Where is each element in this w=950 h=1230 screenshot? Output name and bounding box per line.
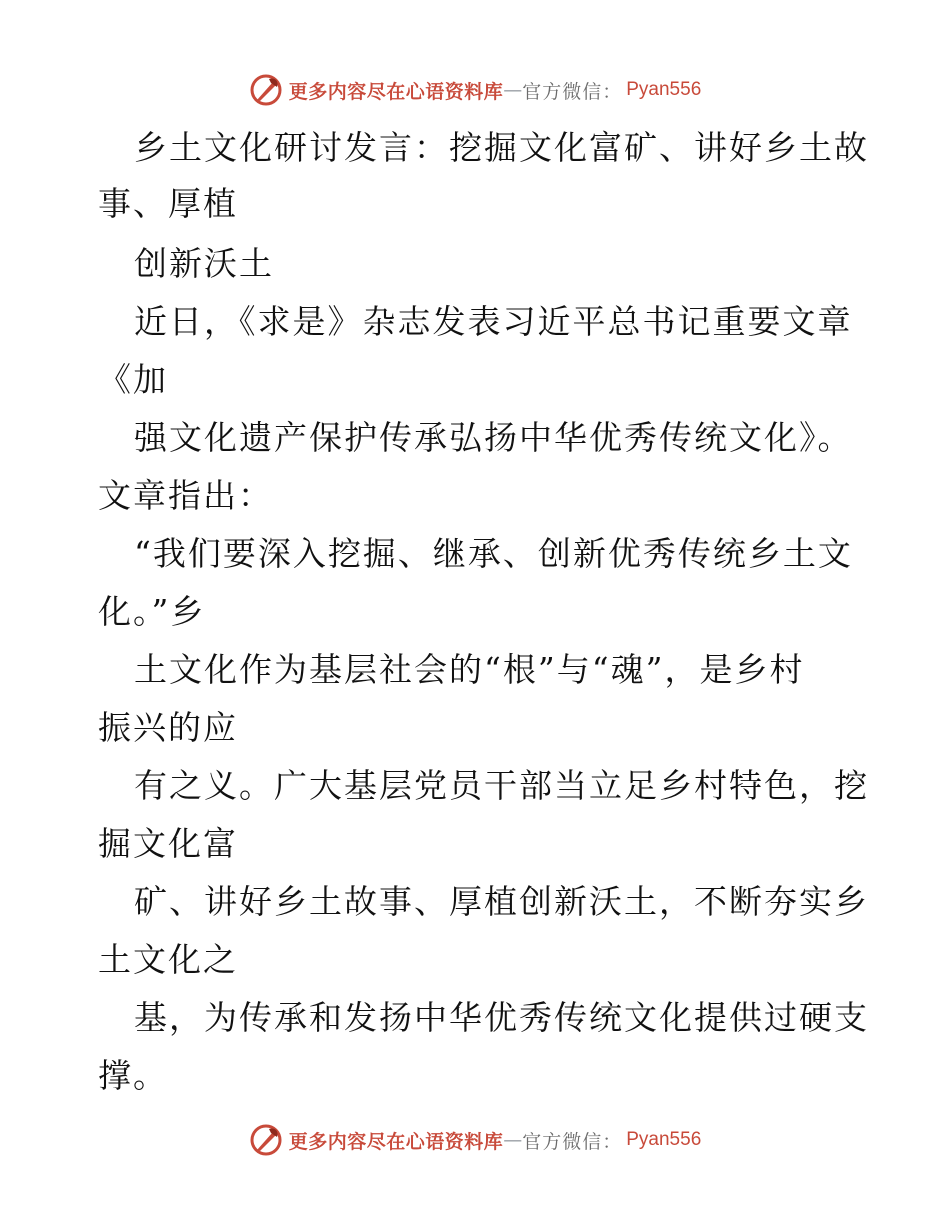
- body-line: 矿、讲好乡土故事、厚植创新沃土，不断夯实乡: [134, 882, 869, 921]
- body-line: “我们要深入挖掘、继承、创新优秀传统乡土文: [134, 534, 853, 573]
- wechat-id: Pyan556: [626, 79, 702, 100]
- body-line: 事、厚植: [98, 184, 238, 223]
- quill-pen-logo-icon: [249, 73, 283, 107]
- body-line: 强文化遗产保护传承弘扬中华优秀传统文化》。: [134, 418, 853, 457]
- body-line: 基，为传承和发扬中华优秀传统文化提供过硬支: [134, 998, 869, 1037]
- body-line: 掘文化富: [98, 824, 238, 863]
- body-line: 创新沃土: [134, 244, 274, 283]
- body-line: 近日，《求是》杂志发表习近平总书记重要文章: [134, 302, 853, 341]
- body-line: 土文化之: [98, 940, 238, 979]
- banner-separator: —: [503, 79, 523, 101]
- body-line: 振兴的应: [98, 708, 238, 747]
- body-line: 《加: [98, 360, 168, 399]
- banner-separator: —: [503, 1129, 523, 1151]
- body-line: 乡土文化研讨发言：挖掘文化富矿、讲好乡土故: [134, 128, 869, 167]
- wechat-id: Pyan556: [626, 1129, 702, 1150]
- header-banner: [0, 70, 950, 110]
- banner-text: 更多内容尽在心语资料库: [288, 1130, 504, 1153]
- wechat-label: 官方微信：: [522, 80, 623, 103]
- wechat-label: 官方微信：: [522, 1130, 623, 1153]
- body-line: 文章指出：: [98, 476, 273, 515]
- banner-text: 更多内容尽在心语资料库: [288, 80, 504, 103]
- body-line: 有之义。广大基层党员干部当立足乡村特色，挖: [134, 766, 869, 805]
- body-line: 撑。: [98, 1056, 168, 1095]
- body-line: 土文化作为基层社会的“根”与“魂”，是乡村: [134, 650, 805, 689]
- footer-banner: [0, 1120, 950, 1160]
- quill-pen-logo-icon: [249, 1123, 283, 1157]
- body-line: 化。”乡: [98, 592, 206, 631]
